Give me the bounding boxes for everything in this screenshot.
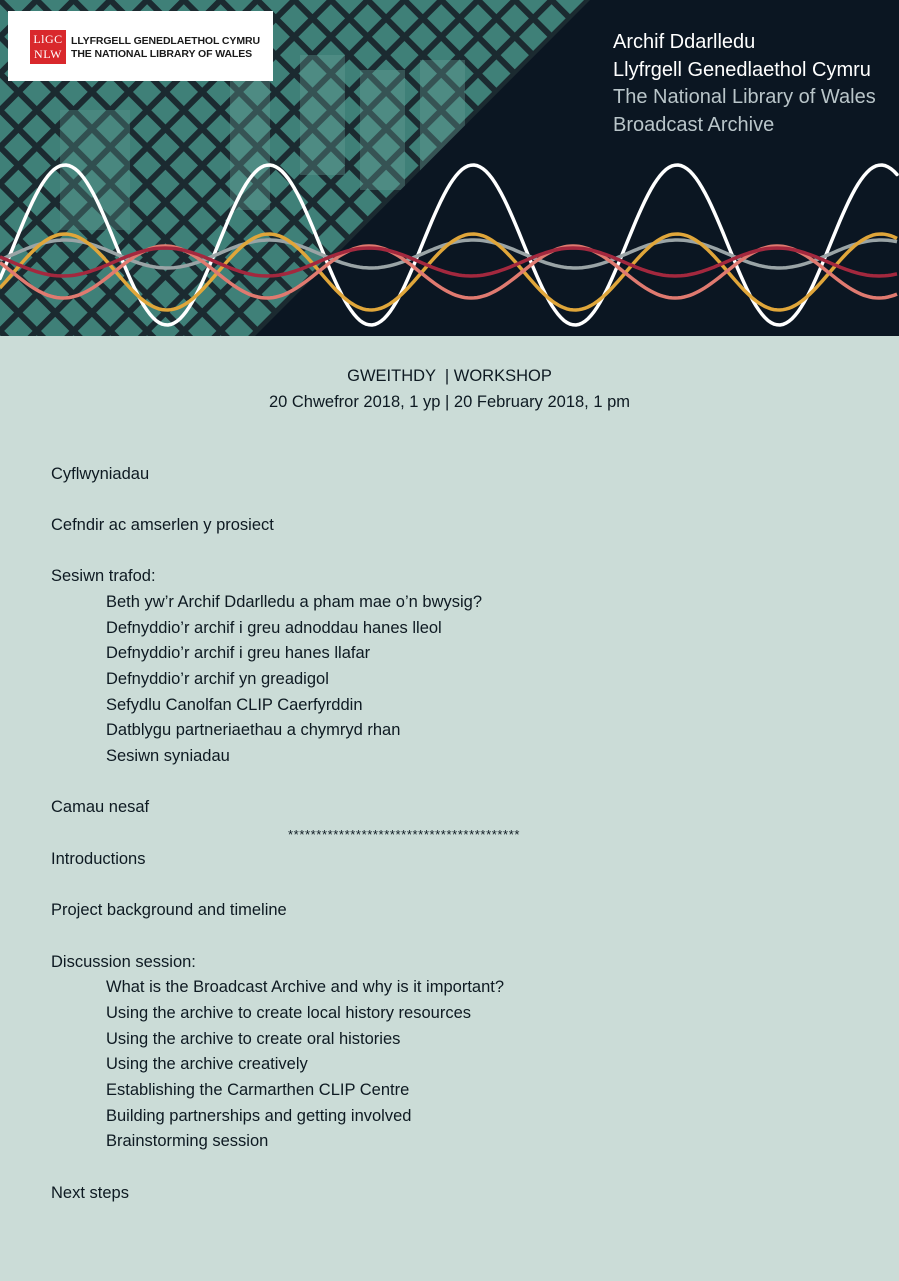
- library-logo[interactable]: [8, 11, 273, 81]
- session-item-cy: Defnyddio’r archif i greu hanes llafar: [106, 644, 371, 662]
- title-welsh-2: Llyfrgell Genedlaethol Cymru: [613, 58, 871, 81]
- separator: *****************************************: [288, 827, 521, 842]
- session-item-cy: Defnyddio’r archif yn greadigol: [106, 670, 329, 688]
- session-item-en: Establishing the Carmarthen CLIP Centre: [106, 1081, 410, 1099]
- agenda-item-background-cy: Cefndir ac amserlen y prosiect: [51, 516, 274, 534]
- event-type: GWEITHDY | WORKSHOP: [347, 367, 552, 385]
- session-item-cy: Beth yw’r Archif Ddarlledu a pham mae o’n bwysig?: [106, 593, 483, 611]
- title-english-2: Broadcast Archive: [613, 113, 775, 136]
- logo-wordmark: LLYFRGELL GENEDLAETHOL CYMRU THE NATIONAL LIBRARY OF WALES: [71, 35, 260, 60]
- agenda-item-intro-en: Introductions: [51, 850, 146, 868]
- session-item-en: Using the archive creatively: [106, 1055, 308, 1073]
- event-info: [0, 363, 899, 415]
- title-english-1: The National Library of Wales: [613, 86, 876, 108]
- session-item-en: Using the archive to create local history resources: [106, 1004, 471, 1022]
- session-item-cy: Sefydlu Canolfan CLIP Caerfyrddin: [106, 696, 363, 714]
- banner-titles: [613, 29, 876, 139]
- session-item-en: Using the archive to create oral histories: [106, 1030, 401, 1048]
- logo-mark: LlGC NLW: [30, 30, 66, 64]
- header-banner: [0, 0, 899, 336]
- session-item-cy: Datblygu partneriaethau a chymryd rhan: [106, 721, 401, 739]
- agenda-item-background-en: Project background and timeline: [51, 901, 287, 919]
- event-date: 20 Chwefror 2018, 1 yp | 20 February 2018, 1 pm: [268, 393, 631, 411]
- session-item-en: Brainstorming session: [106, 1132, 269, 1150]
- agenda-session-heading-en: Discussion session:: [51, 953, 196, 971]
- session-item-en: What is the Broadcast Archive and why is it important?: [106, 978, 505, 996]
- session-item-en: Building partnerships and getting involved: [106, 1107, 412, 1125]
- agenda-item-intro-cy: Cyflwyniadau: [51, 465, 150, 483]
- agenda-item-next-cy: Camau nesaf: [51, 798, 150, 816]
- agenda-item-next-en: Next steps: [51, 1184, 129, 1202]
- agenda-session-heading-cy: Sesiwn trafod:: [51, 567, 156, 585]
- session-item-cy: Sesiwn syniadau: [106, 747, 230, 765]
- title-welsh-1: Archif Ddarlledu: [613, 31, 756, 53]
- session-item-cy: Defnyddio’r archif i greu adnoddau hanes lleol: [106, 619, 442, 637]
